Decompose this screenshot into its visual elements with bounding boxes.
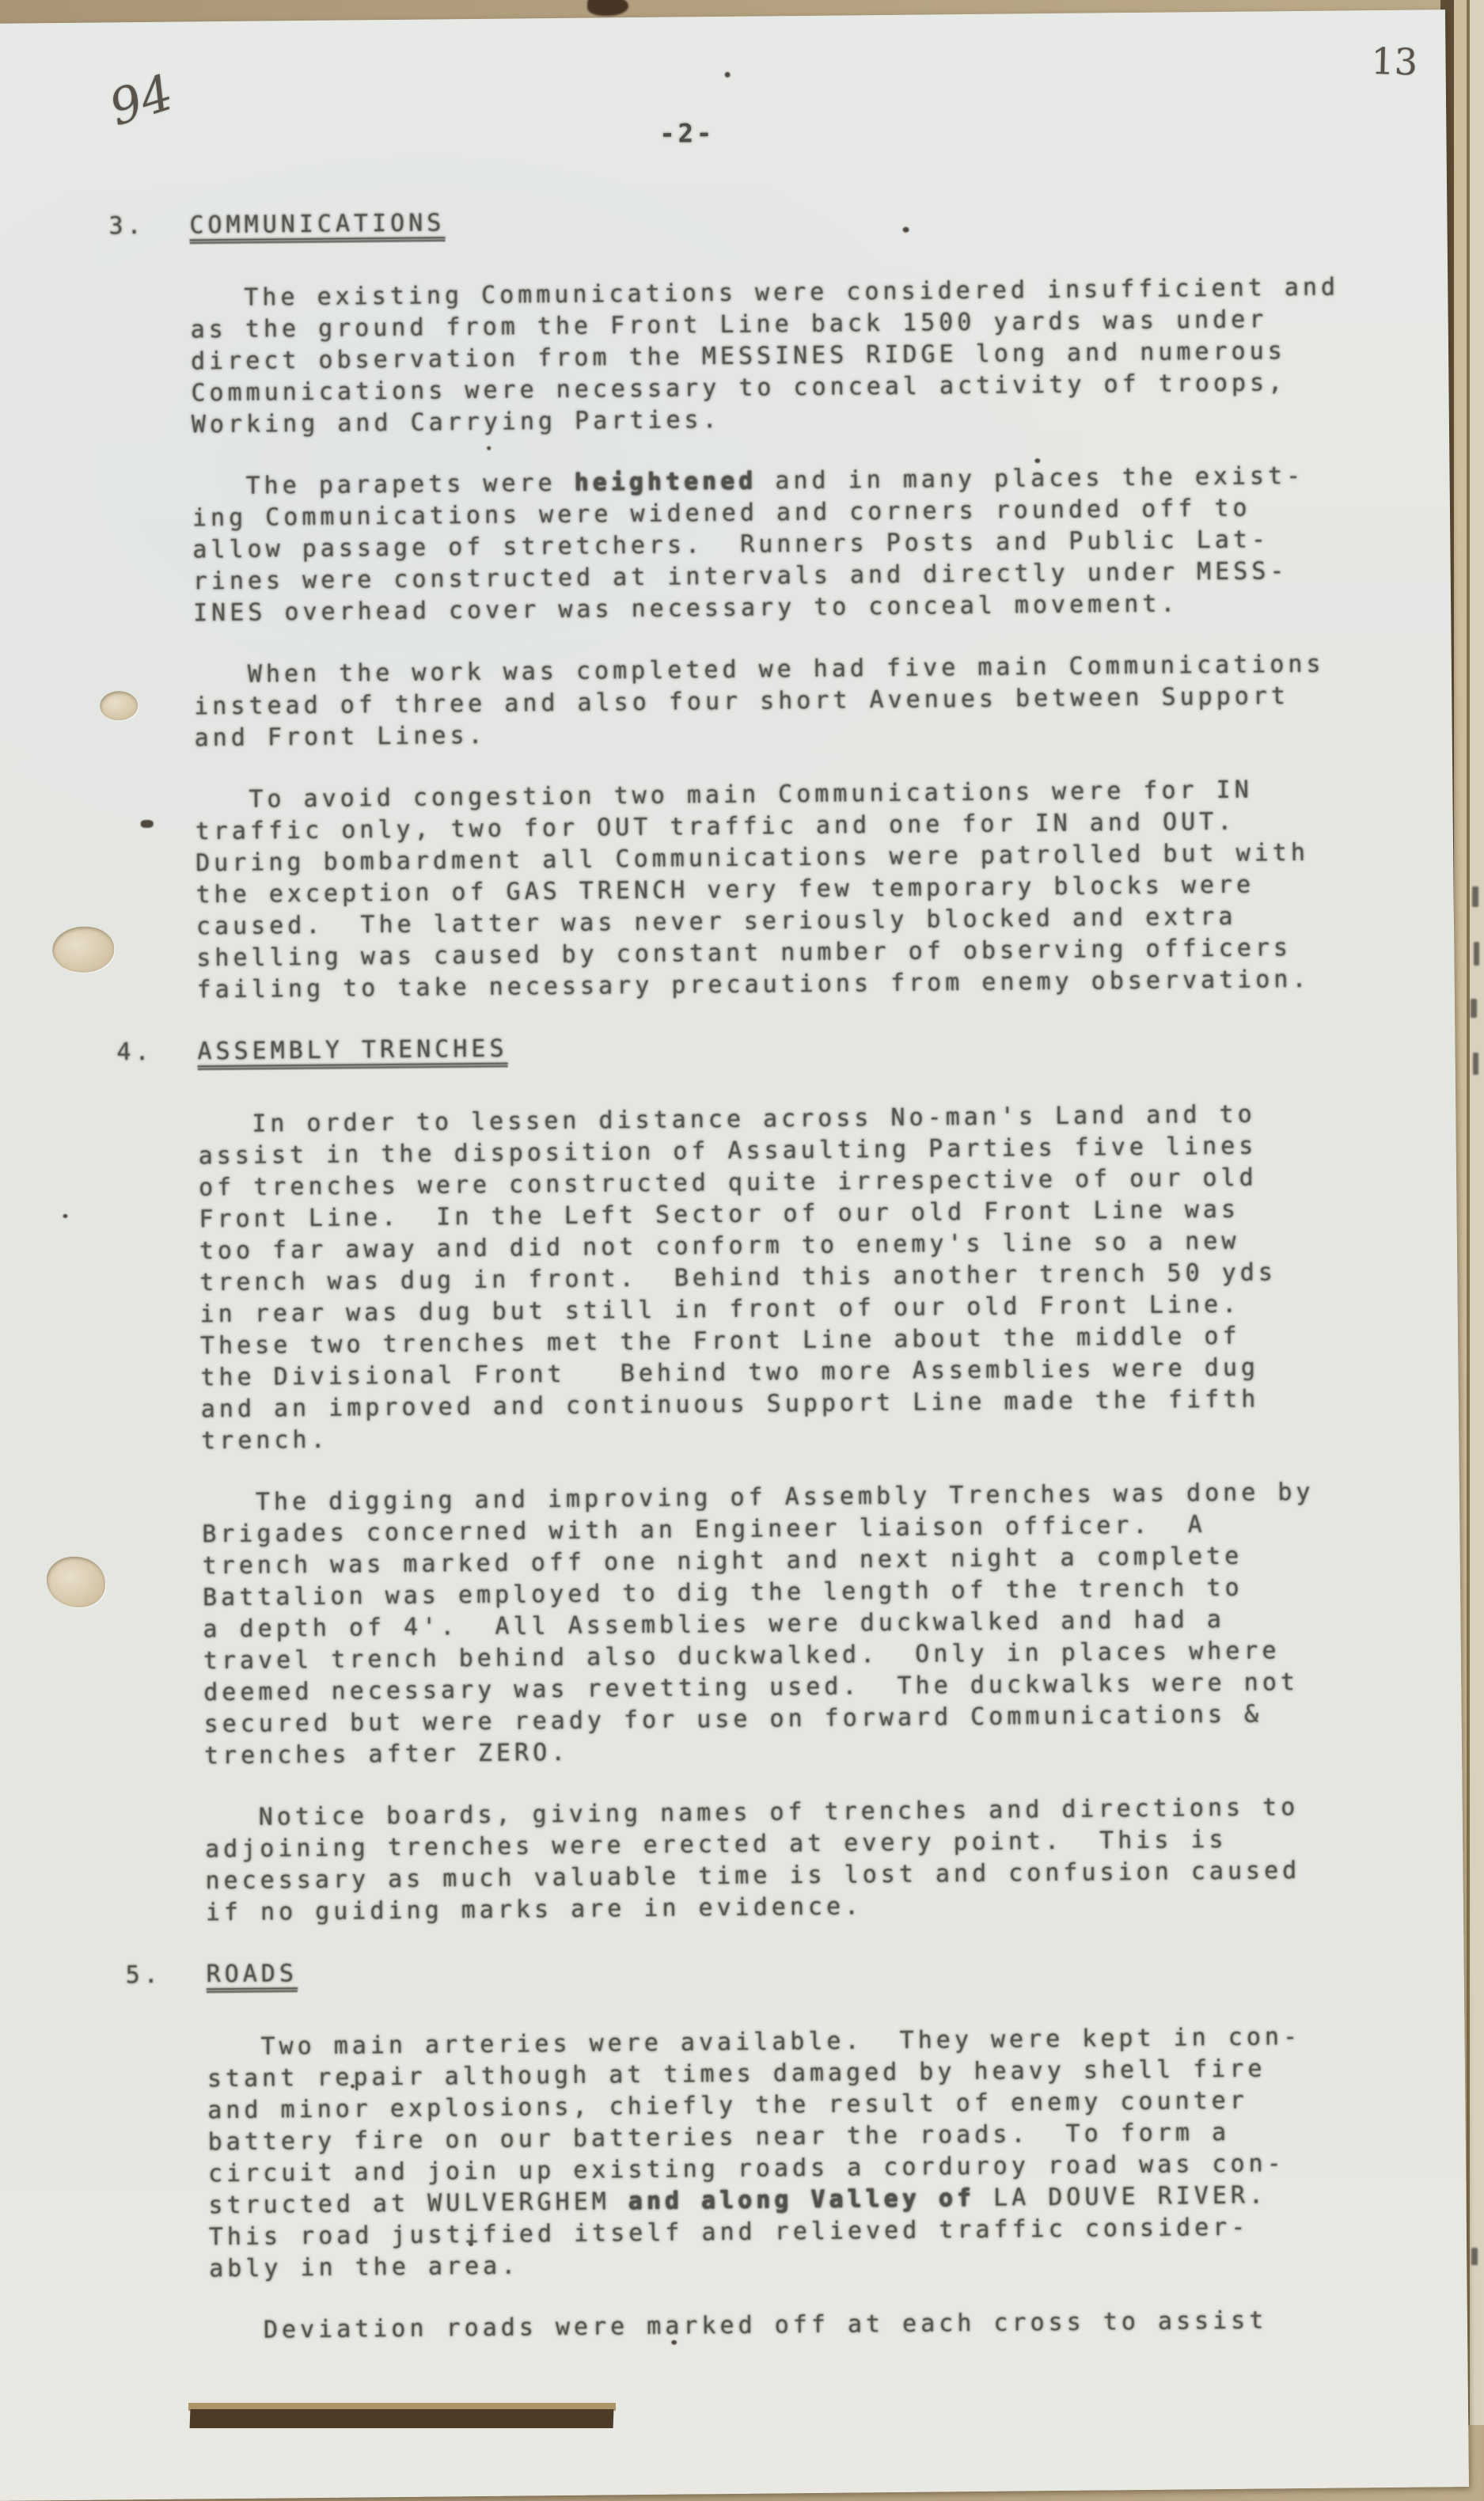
text-line: Battalion was employed to dig the length of the trench to [202, 1573, 1243, 1612]
text-line: trench was marked off one night and next night a complete [202, 1542, 1243, 1581]
pencil-page-number-left: 94 [102, 63, 180, 138]
section-number: 5. [125, 1960, 162, 1990]
section-heading [0, 1024, 1456, 1070]
text-line: trenches after ZERO. [203, 1738, 570, 1770]
paragraph [0, 647, 1452, 757]
text-line: the exception of GAS TRENCH very few temporary blocks were [195, 871, 1255, 909]
text-line: stant repair although at times damaged by heavy shell fire [207, 2055, 1266, 2093]
text-line: trench was dug in front. Behind this another trench 50 yds [199, 1258, 1277, 1297]
text-line: allow passage of stretchers. Runners Posts and Public Lat- [192, 526, 1270, 564]
text-line: Notice boards, giving names of trenches and directions to [258, 1793, 1300, 1831]
paragraph [0, 772, 1455, 1008]
underlying-sheet-text-mark [1471, 2248, 1478, 2265]
pencil-page-number-right: 13 [1370, 40, 1418, 84]
text-line: if no guiding marks are in evidence. [205, 1892, 863, 1927]
photo-bottom-shadow [190, 2409, 614, 2428]
section-number: 4. [116, 1038, 154, 1067]
section-title: ASSEMBLY TRENCHES [197, 1035, 507, 1071]
paragraph [0, 1475, 1462, 1774]
text-line: and Front Lines. [194, 721, 487, 753]
text-line: The existing Communications were considered insufficient and [244, 273, 1340, 312]
text-line: secured but were ready for use on forward Communications & [203, 1700, 1263, 1739]
text-line: battery fire on our batteries near the roads. To form a [207, 2118, 1231, 2157]
text-line: Two main arteries were available. They were kept in con- [260, 2023, 1302, 2061]
paragraph [0, 1790, 1463, 1931]
text-line: Working and Carrying Parties. [191, 405, 721, 439]
text-line: ing Communications were widened and corners rounded off to [192, 494, 1251, 533]
paragraph [0, 271, 1449, 443]
text-line: This road justified itself and relieved traffic consider- [208, 2213, 1250, 2252]
text-line: adjoining trenches were erected at every point. This is [204, 1825, 1228, 1864]
section-title: ROADS [207, 1960, 298, 1993]
text-line: and minor explosions, chiefly the result of enemy counter [207, 2086, 1248, 2125]
text-line: necessary as much valuable time is lost and confusion caused [205, 1857, 1301, 1896]
text-line: Front Line. In the Left Sector of our old Front Line was [199, 1195, 1240, 1234]
underlying-sheet-edge [1470, 0, 1484, 2425]
text-line: assist in the disposition of Assaulting Parties five lines [198, 1132, 1258, 1171]
text-line: In order to lessen distance across No-man's Land and to [252, 1100, 1256, 1138]
paragraph [0, 2020, 1467, 2287]
photo-top-artifact [587, 0, 628, 16]
paragraph [0, 459, 1451, 632]
section-heading [0, 1947, 1464, 1993]
text-line: Communications were necessary to conceal activity of troops, [191, 369, 1287, 408]
underlying-sheet-text-mark [1474, 942, 1479, 966]
underlying-sheet-text-mark [1473, 1053, 1478, 1075]
underlying-sheet-text-mark [1471, 999, 1477, 1018]
text-line: When the work was completed we had five main Communications [247, 650, 1325, 689]
text-line: rines were constructed at intervals and directly under MESS- [192, 557, 1289, 596]
text-line: deemed necessary was revetting used. The duckwalks were not [203, 1668, 1300, 1707]
text-line: traffic only, two for OUT traffic and one for IN and OUT. [195, 807, 1236, 846]
text-line: a depth of 4'. All Assemblies were duckwalked and had a [203, 1605, 1226, 1644]
section-heading [0, 198, 1448, 244]
document-body [0, 9, 1467, 2379]
text-line: shelling was caused by constant number of observing officers [196, 934, 1292, 973]
text-line: and an improved and continuous Support Line made the fifth [200, 1385, 1260, 1424]
text-line: too far away and did not conform to enemy's line so a new [199, 1227, 1240, 1266]
text-line: trench. [201, 1425, 329, 1455]
text-line: caused. The latter was never seriously blocked and extra [195, 902, 1237, 941]
section-title: COMMUNICATIONS [189, 209, 445, 244]
section-number: 3. [108, 211, 146, 241]
paragraph [0, 1097, 1459, 1459]
paragraph [0, 2303, 1467, 2349]
underlying-sheet-text-mark [1472, 886, 1478, 907]
text-line: as the ground from the Front Line back 1500 yards was under [190, 306, 1268, 344]
text-line: INES overhead cover was necessary to conceal movement. [192, 590, 1179, 628]
text-line: in rear was dug but still in front of our old Front Line. [199, 1290, 1241, 1329]
text-line: instead of three and also four short Avenues between Support [194, 682, 1290, 721]
text-line: failing to take necessary precautions from enemy observation. [196, 965, 1311, 1004]
text-line: To avoid congestion two main Communications were for IN [249, 776, 1253, 814]
typed-page-number: -2- [659, 118, 715, 149]
text-line: The parapets were heightened and in many places the exist- [245, 461, 1305, 500]
text-line: Brigades concerned with an Engineer liaison officer. A [202, 1511, 1206, 1549]
document-page [0, 9, 1469, 2501]
text-line: structed at WULVERGHEM and along Valley of LA DOUVE RIVER. [208, 2181, 1268, 2220]
text-line: The digging and improving of Assembly Trenches was done by [255, 1478, 1315, 1516]
text-line: the Divisional Front Behind two more Assemblies were dug [200, 1353, 1260, 1392]
text-line: Deviation roads were marked off at each cross to assist [263, 2306, 1268, 2344]
text-line: direct observation from the MESSINES RIDGE long and numerous [190, 337, 1286, 376]
text-line: of trenches were constructed quite irrespective of our old [198, 1163, 1258, 1202]
text-line: travel trench behind also duckwalked. Only in places where [203, 1637, 1281, 1676]
text-line: During bombardment all Communications were patrolled but with [195, 838, 1310, 878]
text-line: ably in the area. [209, 2252, 520, 2283]
text-line: circuit and join up existing roads a corduroy road was con- [207, 2150, 1285, 2188]
text-line: These two trenches met the Front Line about the middle of [199, 1322, 1241, 1361]
